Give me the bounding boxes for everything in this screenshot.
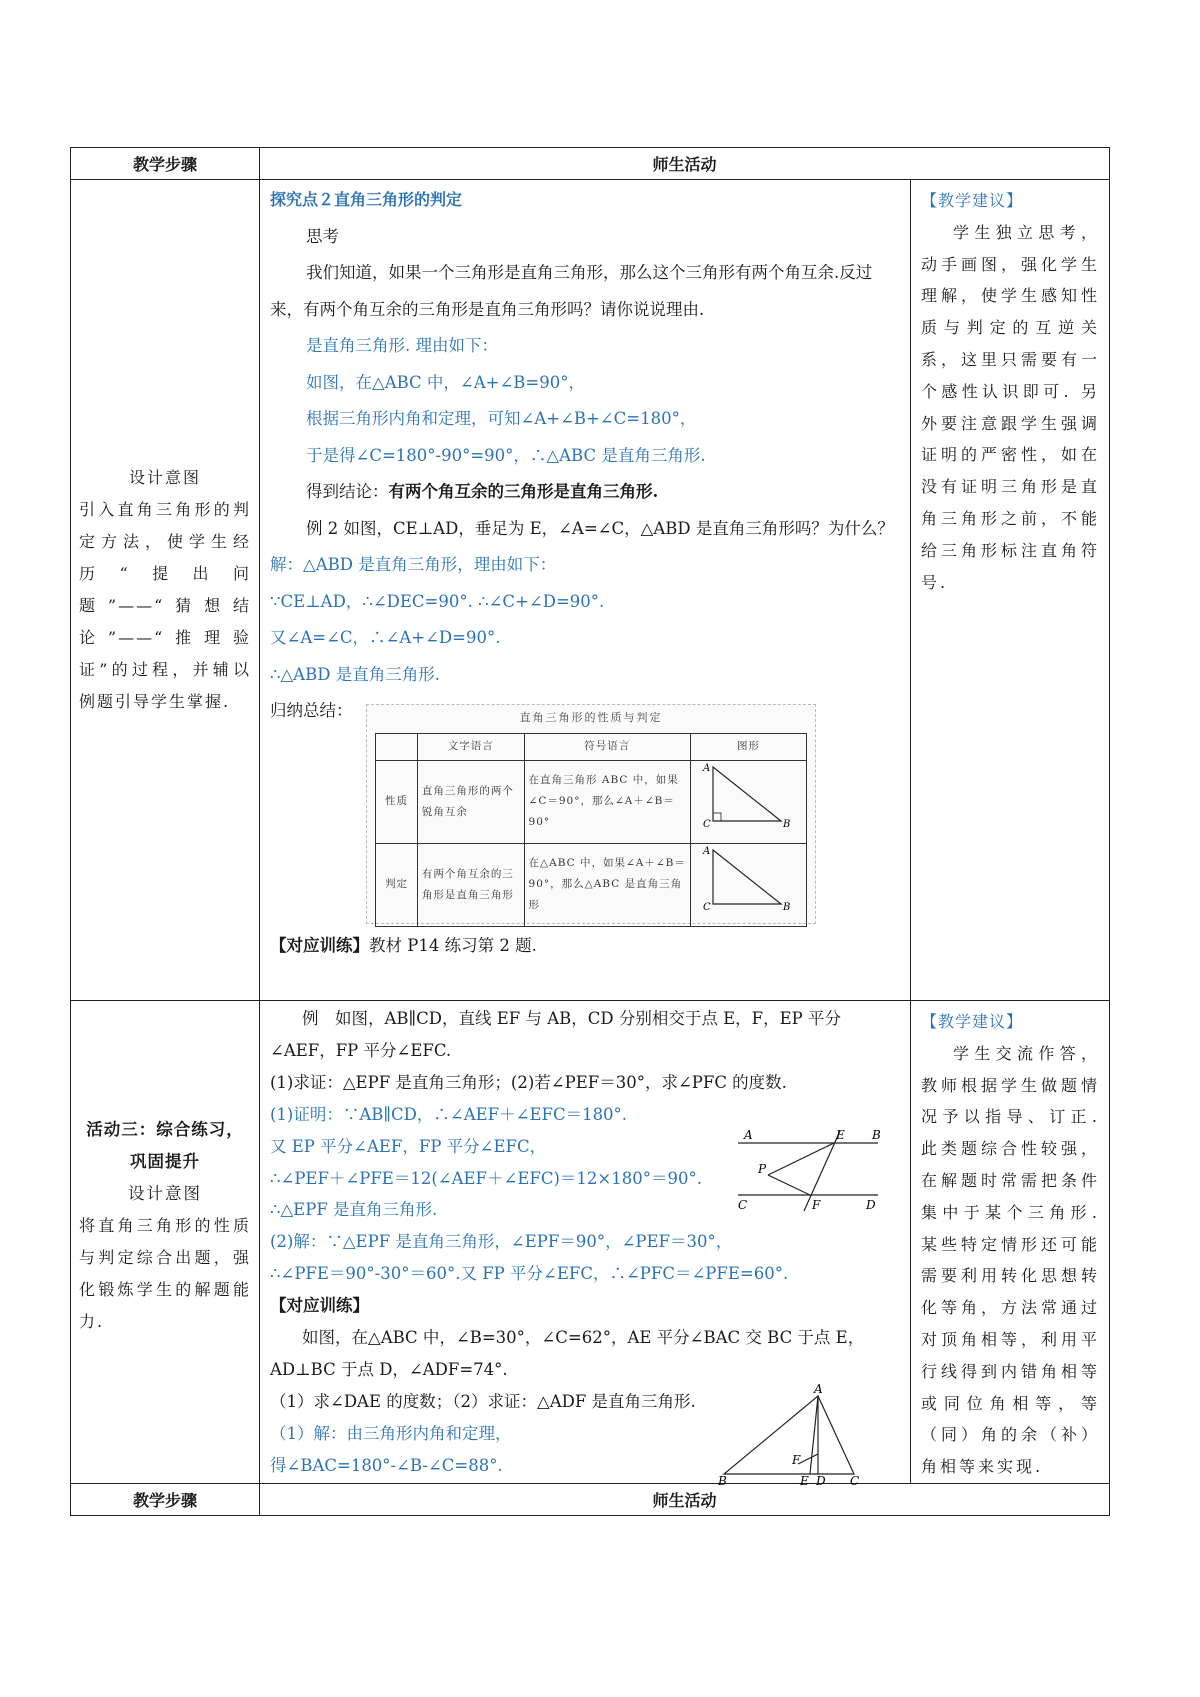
summary-row-text: 直角三角形的两个锐角互余	[417, 760, 524, 843]
right-triangle-figure	[691, 844, 803, 918]
teaching-advice-title-2: 【教学建议】	[921, 1012, 1024, 1031]
summary-row-symbol: 在直角三角形 ABC 中，如果∠C＝90°，那么∠A＋∠B＝90°	[524, 760, 690, 843]
summary-header-text: 文字语言	[417, 733, 524, 760]
section1-left-cell	[71, 180, 260, 1001]
proof-line-4: ∴△EPF 是直角三角形.	[270, 1200, 438, 1220]
section1-middle-cell	[260, 180, 911, 1001]
footer-row	[71, 1483, 1110, 1515]
parallel-lines-figure	[738, 1125, 886, 1221]
answer-line-2: 如图，在△ABC 中，∠A+∠B=90°，	[306, 372, 585, 392]
right-triangle-figure	[691, 761, 803, 835]
svg-text:D: D	[816, 1473, 826, 1486]
example-statement: 例 如图，AB∥CD，直线 EF 与 AB，CD 分别相交于点 E，F，EP 平分∠AEF，FP 平分∠EFC.	[270, 1009, 842, 1060]
section2-middle-cell	[260, 1001, 911, 1484]
svg-text:C: C	[850, 1473, 860, 1486]
summary-row-symbol: 在△ABC 中，如果∠A＋∠B＝90°，那么△ABC 是直角三角形	[524, 843, 690, 926]
practice-text: 教材 P14 练习第 2 题.	[369, 935, 537, 955]
solution-line-3: 又∠A=∠C，∴∠A+∠D=90°.	[270, 628, 501, 647]
para-question: 我们知道，如果一个三角形是直角三角形，那么这个三角形有两个角互余.反过来，有两个角互余的三角形是直角三角形吗？请你说说理由.	[270, 263, 873, 319]
conclusion-prefix: 得到结论：	[306, 482, 389, 501]
teaching-advice-text: 学生独立思考，动手画图，强化学生理解，使学生感知性质与判定的互逆关系，这里只需要有一个感性认识即可. 另外要注意跟学生强调证明的严密性，如在没有证明三角形是直角三角形之前，不能给三角形标注直角符号.	[921, 222, 1101, 592]
think-label: 思考	[306, 226, 339, 246]
lesson-plan-sheet	[70, 147, 1109, 1516]
svg-text:A: A	[814, 1381, 823, 1396]
practice-solution-2: 得∠BAC=180°-∠B-∠C=88°.	[270, 1455, 503, 1475]
section1-row	[71, 180, 1110, 1001]
summary-header-symbol: 符号语言	[524, 733, 690, 760]
summary-label: 归纳总结：	[270, 701, 353, 720]
footer-col-steps: 教学步骤	[71, 1483, 260, 1515]
section2-right-cell	[911, 1001, 1110, 1484]
proof-line-2: 又 EP 平分∠AEF，FP 平分∠EFC，	[270, 1136, 547, 1156]
summary-row-figure	[691, 760, 807, 843]
design-intent-title-2: 设计意图	[128, 1184, 202, 1203]
svg-text:B: B	[718, 1473, 727, 1486]
header-row	[71, 148, 1110, 180]
proof-line-3: ∴∠PEF＋∠PFE＝12(∠AEF＋∠EFC)＝12×180°＝90°.	[270, 1168, 702, 1188]
svg-text:B: B	[783, 901, 792, 913]
example-question: (1)求证：△EPF 是直角三角形；(2)若∠PEF＝30°，求∠PFC 的度数.	[270, 1072, 787, 1092]
design-intent-text: 引入直角三角形的判定方法，使学生经历“提出问题”——“猜想结论”——“推理验证”的过程，并辅以例题引导学生掌握.	[79, 500, 251, 711]
design-intent-text-2: 将直角三角形的性质与判定综合出题，强化锻炼学生的解题能力.	[79, 1216, 251, 1331]
proof-line-1: (1)证明：∵AB∥CD，∴∠AEF＋∠EFC＝180°.	[270, 1104, 628, 1124]
practice-title-2: 【对应训练】	[270, 1296, 369, 1316]
summary-row-figure	[691, 843, 807, 926]
summary-row-text: 有两个角互余的三角形是直角三角形	[417, 843, 524, 926]
practice-solution-1: （1）解：由三角形内角和定理，	[270, 1423, 512, 1443]
header-col-steps: 教学步骤	[71, 148, 260, 180]
section2-left-cell	[71, 1001, 260, 1484]
exploration-heading: 探究点２直角三角形的判定	[270, 190, 463, 209]
practice-solution-block	[270, 1381, 901, 1486]
lesson-table	[70, 147, 1110, 1516]
summary-header-row	[376, 733, 807, 760]
practice-subquestions: （1）求∠DAE 的度数；（2）求证：△ADF 是直角三角形.	[270, 1391, 696, 1411]
solution-2-line-1: (2)解：∵△EPF 是直角三角形，∠EPF＝90°，∠PEF＝30°，	[270, 1232, 733, 1252]
solution-line-2: ∵CE⊥AD，∴∠DEC=90°. ∴∠C+∠D=90°.	[270, 591, 605, 611]
activity-three-title-2: 巩固提升	[130, 1152, 200, 1171]
section1-right-cell	[911, 180, 1110, 1001]
activity-three-title-1: 活动三：综合练习，	[86, 1120, 244, 1139]
solution-2-line-2: ∴∠PFE＝90°-30°＝60°.又 FP 平分∠EFC，∴∠PFC＝∠PFE=60°.	[270, 1264, 789, 1284]
svg-text:C: C	[703, 818, 712, 830]
solution-line-4: ∴△ABD 是直角三角形.	[270, 664, 440, 684]
summary-row-name: 性质	[376, 760, 418, 843]
answer-line-3: 根据三角形内角和定理，可知∠A+∠B+∠C=180°，	[306, 409, 697, 428]
section2-row	[71, 1001, 1110, 1484]
summary-table	[375, 733, 807, 927]
svg-text:E: E	[836, 1127, 845, 1142]
summary-figure	[366, 704, 816, 924]
svg-text:F: F	[812, 1197, 821, 1212]
svg-text:D: D	[866, 1197, 876, 1212]
teaching-advice-title: 【教学建议】	[921, 191, 1024, 210]
summary-row-property	[376, 760, 807, 843]
answer-line-1: 是直角三角形. 理由如下：	[306, 336, 498, 355]
svg-text:P: P	[758, 1161, 767, 1176]
practice-question: 如图，在△ABC 中，∠B=30°，∠C=62°，AE 平分∠BAC 交 BC 于点 E，AD⊥BC 于点 D，∠ADF=74°.	[270, 1328, 865, 1379]
summary-row-name: 判定	[376, 843, 418, 926]
svg-text:C: C	[703, 901, 712, 913]
solution-line-1: 解：△ABD 是直角三角形，理由如下：	[270, 555, 557, 574]
conclusion-line	[270, 474, 901, 511]
teaching-advice-text-2: 学生交流作答，教师根据学生做题情况予以指导、订正. 此类题综合性较强，在解题时常需把条件集中于某个三角形. 某些特定情形还可能需要利用转化思想转化等角，方法常通过对顶角相等，利用平行线得到内错角相等或同位角相等，等（同）角的余（补）角相等来实现.	[921, 1043, 1101, 1477]
answer-line-4: 于是得∠C=180°-90°=90°，∴△ABC 是直角三角形.	[306, 445, 706, 465]
svg-text:A: A	[744, 1127, 753, 1142]
svg-text:F: F	[792, 1452, 801, 1467]
design-intent-title: 设计意图	[128, 468, 201, 487]
example-2: 例 2 如图，CE⊥AD，垂足为 E，∠A=∠C，△ABD 是直角三角形吗？为什么？	[306, 518, 894, 538]
svg-text:C: C	[738, 1197, 748, 1212]
triangle-abc-figure	[714, 1382, 870, 1486]
svg-text:B: B	[783, 818, 792, 830]
svg-text:B: B	[872, 1127, 881, 1142]
summary-row-judgement	[376, 843, 807, 926]
header-col-activities: 师生活动	[260, 148, 1110, 180]
proof-block	[270, 1099, 901, 1227]
svg-text:A: A	[703, 845, 712, 857]
conclusion-bold: 有两个角互余的三角形是直角三角形.	[388, 482, 659, 501]
summary-header-figure: 图形	[691, 733, 807, 760]
footer-col-activities: 师生活动	[260, 1483, 1110, 1515]
practice-bold: 【对应训练】	[270, 935, 369, 955]
svg-text:E: E	[800, 1473, 809, 1486]
svg-text:A: A	[703, 762, 712, 774]
practice-line	[270, 928, 901, 965]
summary-table-title: 直角三角形的性质与判定	[519, 710, 663, 724]
